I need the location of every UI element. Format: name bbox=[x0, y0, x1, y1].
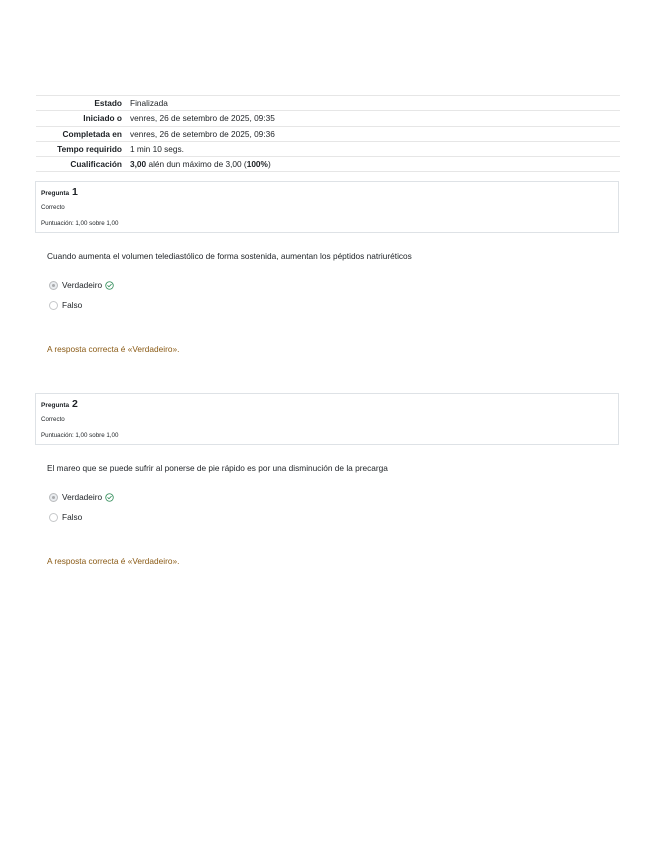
question-info-box bbox=[35, 181, 619, 233]
summary-value: Finalizada bbox=[130, 98, 168, 109]
summary-row-time-taken bbox=[36, 141, 620, 156]
question-grade: Puntuación: 1,00 sobre 1,00 bbox=[41, 432, 119, 439]
question-text: Cuando aumenta el volumen telediastólico de forma sostenida, aumentan los péptidos natriuréticos bbox=[47, 251, 412, 261]
radio-button[interactable] bbox=[49, 301, 58, 310]
summary-row-completed bbox=[36, 126, 620, 141]
summary-grade-value bbox=[130, 157, 620, 172]
grade-middle-text: alén dun máximo de 3,00 ( bbox=[146, 159, 247, 170]
check-circle-icon bbox=[105, 493, 114, 502]
grade-percent: 100% bbox=[246, 159, 268, 170]
summary-row-grade bbox=[36, 157, 620, 172]
question-number-value: 2 bbox=[71, 398, 78, 410]
question-prefix: Pregunta bbox=[41, 402, 70, 409]
question-grade: Puntuación: 1,00 sobre 1,00 bbox=[41, 220, 119, 227]
question-state: Correcto bbox=[41, 416, 65, 423]
question-info-box bbox=[35, 393, 619, 445]
answer-option-label: Falso bbox=[62, 512, 83, 522]
summary-label: Completada en bbox=[62, 128, 122, 139]
summary-row-state bbox=[36, 96, 620, 111]
summary-label: Iniciado o bbox=[83, 113, 122, 124]
attempt-summary-table bbox=[36, 95, 620, 172]
summary-row-started bbox=[36, 111, 620, 126]
answer-option-label: Verdadeiro bbox=[62, 492, 103, 502]
question-text: El mareo que se puede sufrir al ponerse de pie rápido es por una disminución de la precarga bbox=[47, 463, 388, 473]
right-answer-feedback: A resposta correcta é «Verdadeiro». bbox=[47, 556, 180, 566]
answer-option[interactable] bbox=[49, 279, 114, 291]
summary-label: Cualificación bbox=[70, 159, 122, 170]
answer-option-label: Falso bbox=[62, 300, 83, 310]
grade-score: 3,00 bbox=[130, 159, 147, 170]
grade-end-text: ) bbox=[267, 159, 271, 170]
summary-value: venres, 26 de setembro de 2025, 09:36 bbox=[130, 128, 275, 139]
summary-label: Estado bbox=[94, 98, 122, 109]
question-number bbox=[41, 399, 618, 411]
check-circle-icon bbox=[105, 281, 114, 290]
answer-option[interactable] bbox=[49, 511, 82, 523]
summary-label: Tempo requirido bbox=[57, 144, 122, 155]
summary-value: 1 min 10 segs. bbox=[130, 144, 184, 155]
question-prefix: Pregunta bbox=[41, 190, 70, 197]
answer-option-label: Verdadeiro bbox=[62, 280, 103, 290]
question-state: Correcto bbox=[41, 204, 65, 211]
radio-button[interactable] bbox=[49, 513, 58, 522]
right-answer-feedback: A resposta correcta é «Verdadeiro». bbox=[47, 344, 180, 354]
answer-option[interactable] bbox=[49, 491, 114, 503]
answer-option[interactable] bbox=[49, 299, 82, 311]
question-number-value: 1 bbox=[71, 186, 78, 198]
radio-button[interactable] bbox=[49, 493, 58, 502]
question-number bbox=[41, 187, 618, 199]
radio-button[interactable] bbox=[49, 281, 58, 290]
summary-value: venres, 26 de setembro de 2025, 09:35 bbox=[130, 113, 275, 124]
